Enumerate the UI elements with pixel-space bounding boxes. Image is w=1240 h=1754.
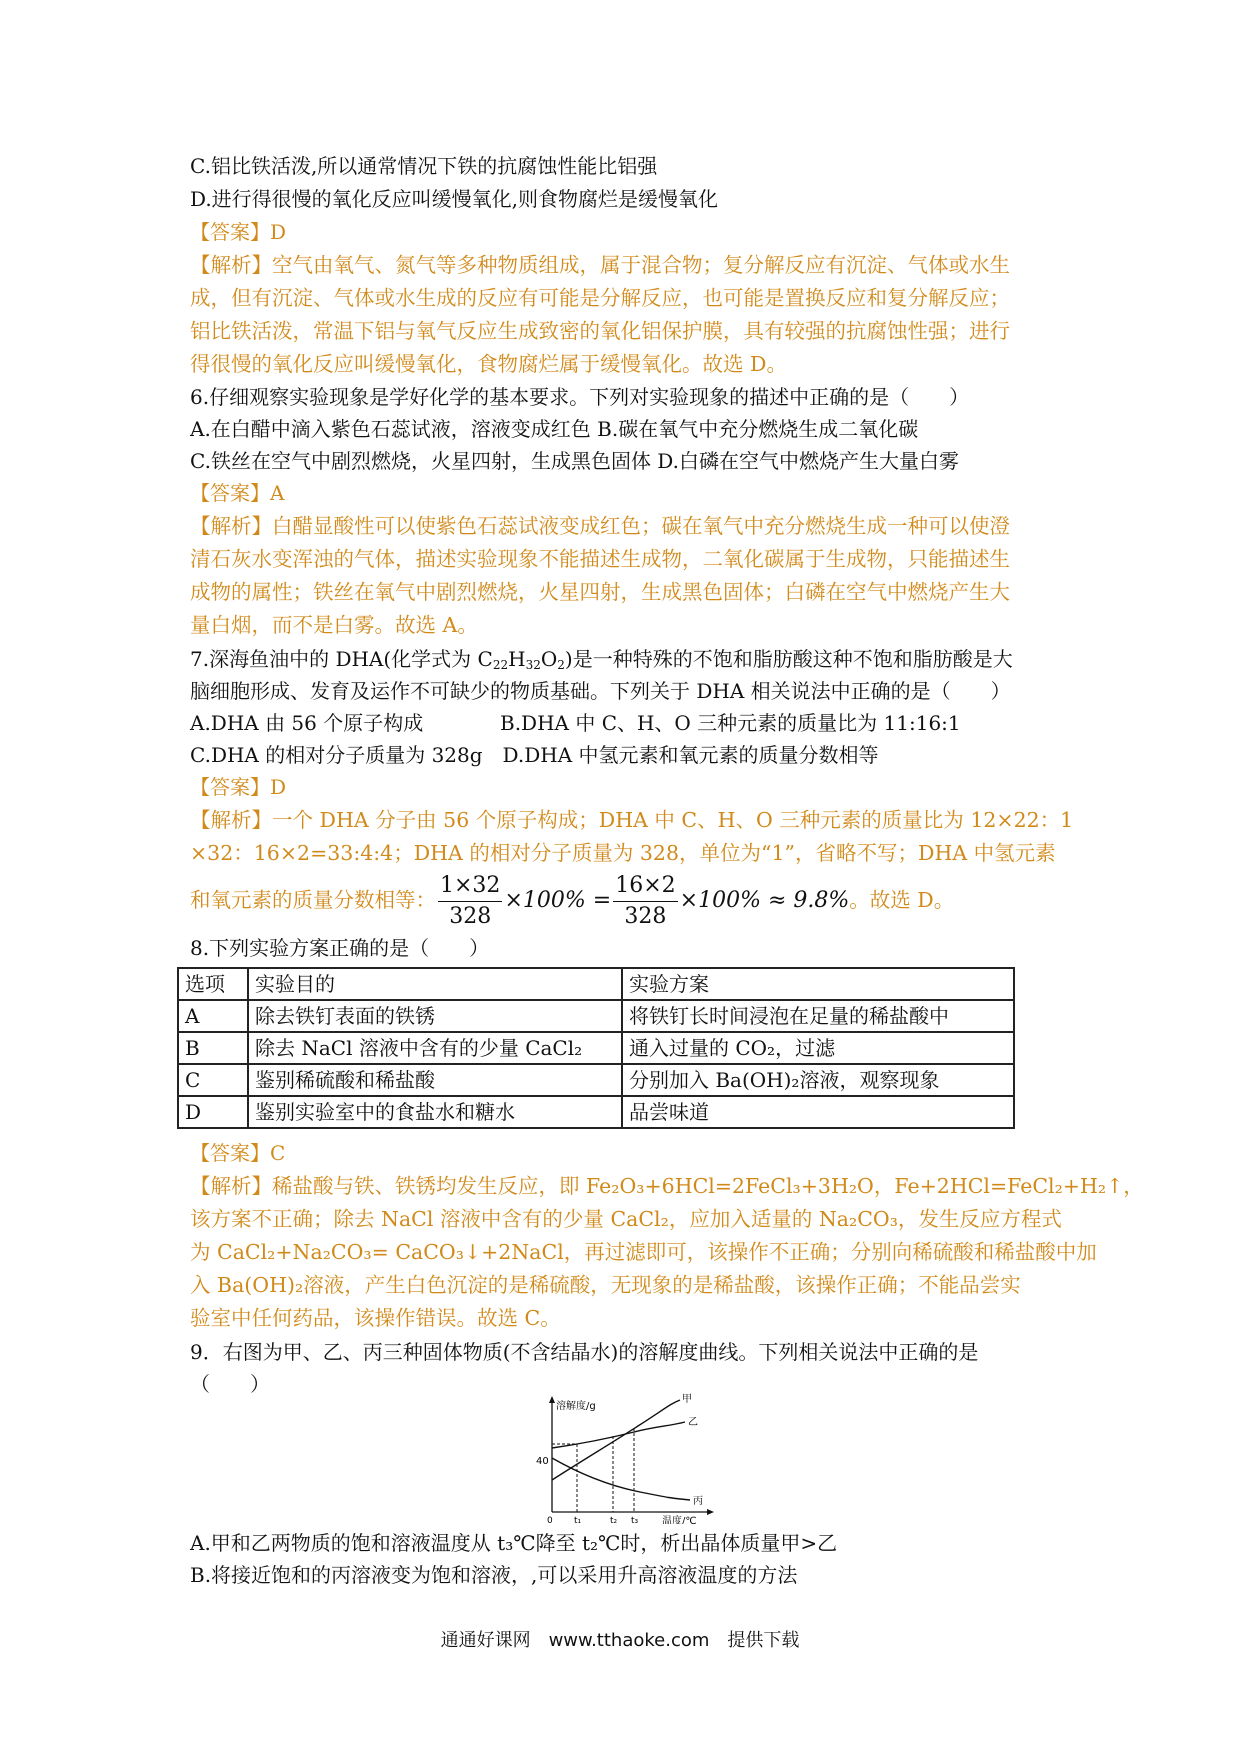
table-cell: C: [178, 1064, 248, 1096]
fraction-numerator: 16×2: [613, 871, 677, 902]
x-tick-label: t₁: [574, 1516, 582, 1524]
table-cell: 将铁钉长时间浸泡在足量的稀盐酸中: [622, 1000, 1014, 1032]
table-row: [178, 1000, 1014, 1032]
table-cell: A: [178, 1000, 248, 1032]
solubility-curve-figure: [530, 1392, 720, 1524]
q8-analysis-line: 【解析】稀盐酸与铁、铁锈均发生反应，即 Fe₂O₃+6HCl=2FeCl₃+3H₂O，Fe+2HCl=FeCl₂+H₂↑，: [190, 1174, 1144, 1198]
table-cell: 品尝味道: [622, 1096, 1014, 1128]
q7-formula-prefix: 和氧元素的质量分数相等：: [190, 888, 436, 912]
q5-analysis-line: 【解析】空气由氧气、氮气等多种物质组成，属于混合物；复分解反应有沉淀、气体或水生: [190, 253, 1010, 277]
series-label-jia: 甲: [682, 1394, 692, 1405]
fraction: [613, 871, 677, 932]
q7-answer: 【答案】D: [190, 775, 287, 799]
q8-analysis: [190, 1170, 1144, 1335]
table-cell: 除去 NaCl 溶液中含有的少量 CaCl₂: [248, 1032, 622, 1064]
x-tick-label: t₂: [610, 1516, 618, 1524]
q8-analysis-line: 入 Ba(OH)₂溶液，产生白色沉淀的是稀硫酸，无现象的是稀盐酸，该操作正确；不能品尝实: [190, 1273, 1021, 1297]
fraction-denominator: 328: [449, 904, 492, 929]
q7-stem-text: 7.深海鱼油中的 DHA(化学式为 C: [190, 647, 493, 671]
subscript: 32: [525, 658, 541, 672]
q6-analysis-line: 清石灰水变浑浊的气体，描述实验现象不能描述生成物，二氧化碳属于生成物，只能描述生: [190, 547, 1010, 571]
q9-option-a: A.甲和乙两物质的饱和溶液温度从 t₃℃降至 t₂℃时，析出晶体质量甲>乙: [190, 1531, 838, 1555]
fraction: [438, 871, 502, 932]
y-tick-label: 40: [536, 1456, 549, 1467]
q7-formula-suffix: 。故选 D。: [849, 888, 955, 912]
x-axis-label: 温度/℃: [662, 1516, 697, 1524]
q6-analysis: [190, 510, 1070, 642]
y-axis-arrow-icon: [549, 1396, 555, 1403]
table-cell: 除去铁钉表面的铁锈: [248, 1000, 622, 1032]
table-cell: 分别加入 Ba(OH)₂溶液，观察现象: [622, 1064, 1014, 1096]
table-cell: B: [178, 1032, 248, 1064]
formula-result: ×100% ≈ 9.8%: [679, 888, 850, 913]
q5-answer: 【答案】D: [190, 220, 287, 244]
fraction-numerator: 1×32: [438, 871, 502, 902]
q5-analysis-line: 铝比铁活泼，常温下铝与氧气反应生成致密的氧化铝保护膜，具有较强的抗腐蚀性强；进行: [190, 319, 1010, 343]
q6-analysis-line: 【解析】白醋显酸性可以使紫色石蕊试液变成红色；碳在氧气中充分燃烧生成一种可以使澄: [190, 514, 1010, 538]
q7-analysis-line: 【解析】一个 DHA 分子由 56 个原子构成；DHA 中 C、H、O 三种元素的质量比为 12×22：1: [190, 808, 1074, 832]
q7-stem-text: )是一种特殊的不饱和脂肪酸这种不饱和脂肪酸是大: [564, 647, 1013, 671]
table-row: [178, 1032, 1014, 1064]
q7-stem-text: O: [540, 647, 558, 671]
q7-option-b: B.DHA 中 C、H、O 三种元素的质量比为 11:16:1: [500, 711, 961, 735]
q5-analysis-line: 成，但有沉淀、气体或水生成的反应有可能是分解反应，也可能是置换反应和复分解反应；: [190, 286, 1010, 310]
q7-analysis: [190, 804, 1074, 870]
q8-analysis-line: 为 CaCl₂+Na₂CO₃= CaCO₃↓+2NaCl，再过滤即可，该操作不正确；分别向稀硫酸和稀盐酸中加: [190, 1240, 1097, 1264]
table-row: [178, 1064, 1014, 1096]
q7-stem-text: H: [508, 647, 526, 671]
table-header-cell: 实验方案: [622, 968, 1014, 1000]
q8-analysis-line: 该方案不正确；除去 NaCl 溶液中含有的少量 CaCl₂，应加入适量的 Na₂CO₃，发生反应方程式: [190, 1207, 1062, 1231]
formula-operator: ×100% =: [504, 888, 612, 913]
q7-analysis-formula-line: [190, 866, 1070, 935]
q6-stem: 6.仔细观察实验现象是学好化学的基本要求。下列对实验现象的描述中正确的是（ ）: [190, 385, 970, 409]
q9-option-b: B.将接近饱和的丙溶液变为饱和溶液，,可以采用升高溶液温度的方法: [190, 1563, 798, 1587]
series-label-yi: 乙: [688, 1417, 698, 1428]
q9-stem-line1: 9．右图为甲、乙、丙三种固体物质(不含结晶水)的溶解度曲线。下列相关说法中正确的是: [190, 1340, 979, 1364]
table-cell: 通入过量的 CO₂，过滤: [622, 1032, 1014, 1064]
q7-stem-line2: 脑细胞形成、发育及运作不可缺少的物质基础。下列关于 DHA 相关说法中正确的是（ ）: [190, 679, 1011, 703]
q7-options-cd: C.DHA 的相对分子质量为 328g D.DHA 中氢元素和氧元素的质量分数相等: [190, 743, 879, 767]
q7-analysis-line: ×32：16×2=33:4:4；DHA 的相对分子质量为 328，单位为“1”，省略不写；DHA 中氢元素: [190, 841, 1056, 865]
q5-analysis: [190, 249, 1070, 381]
q6-options-ab: A.在白醋中滴入紫色石蕊试液，溶液变成红色 B.碳在氧气中充分燃烧生成二氧化碳: [190, 417, 919, 441]
subscript: 22: [492, 658, 509, 672]
curve-yi: [552, 1422, 685, 1448]
table-row: [178, 1096, 1014, 1128]
table-header-cell: 选项: [178, 968, 248, 1000]
table-cell: D: [178, 1096, 248, 1128]
q5-option-d: D.进行得很慢的氧化反应叫缓慢氧化,则食物腐烂是缓慢氧化: [190, 187, 719, 211]
q6-answer: 【答案】A: [190, 481, 285, 505]
x-axis-arrow-icon: [707, 1509, 714, 1515]
table-cell: 鉴别实验室中的食盐水和糖水: [248, 1096, 622, 1128]
page-footer: 通通好课网 www.tthaoke.com 提供下载: [440, 1630, 800, 1651]
table-header-cell: 实验目的: [248, 968, 622, 1000]
table-cell: 鉴别稀硫酸和稀盐酸: [248, 1064, 622, 1096]
q6-analysis-line: 成物的属性；铁丝在氧气中剧烈燃烧，火星四射，生成黑色固体；白磷在空气中燃烧产生大: [190, 580, 1010, 604]
series-label-bing: 丙: [693, 1496, 703, 1507]
y-axis-label: 溶解度/g: [556, 1401, 596, 1412]
q6-analysis-line: 量白烟，而不是白雾。故选 A。: [190, 613, 478, 637]
experiment-table: [177, 967, 1015, 1129]
q5-option-c: C.铝比铁活泼,所以通常情况下铁的抗腐蚀性能比铝强: [190, 154, 658, 178]
q8-stem: 8.下列实验方案正确的是（ ）: [190, 936, 490, 960]
q7-option-a: A.DHA 由 56 个原子构成: [190, 711, 424, 735]
origin-label: 0: [547, 1516, 553, 1524]
subscript: 2: [557, 658, 565, 672]
table-header-row: [178, 968, 1014, 1000]
fraction-denominator: 328: [624, 904, 667, 929]
curve-bing: [552, 1458, 690, 1500]
q9-stem-line2: （ ）: [190, 1372, 270, 1396]
x-tick-label: t₃: [631, 1516, 639, 1524]
q8-analysis-line: 验室中任何药品，该操作错误。故选 C。: [190, 1306, 561, 1330]
q6-options-cd: C.铁丝在空气中剧烈燃烧，火星四射，生成黑色固体 D.白磷在空气中燃烧产生大量白雾: [190, 449, 959, 473]
q5-analysis-line: 得很慢的氧化反应叫缓慢氧化，食物腐烂属于缓慢氧化。故选 D。: [190, 352, 787, 376]
q8-answer: 【答案】C: [190, 1141, 286, 1165]
